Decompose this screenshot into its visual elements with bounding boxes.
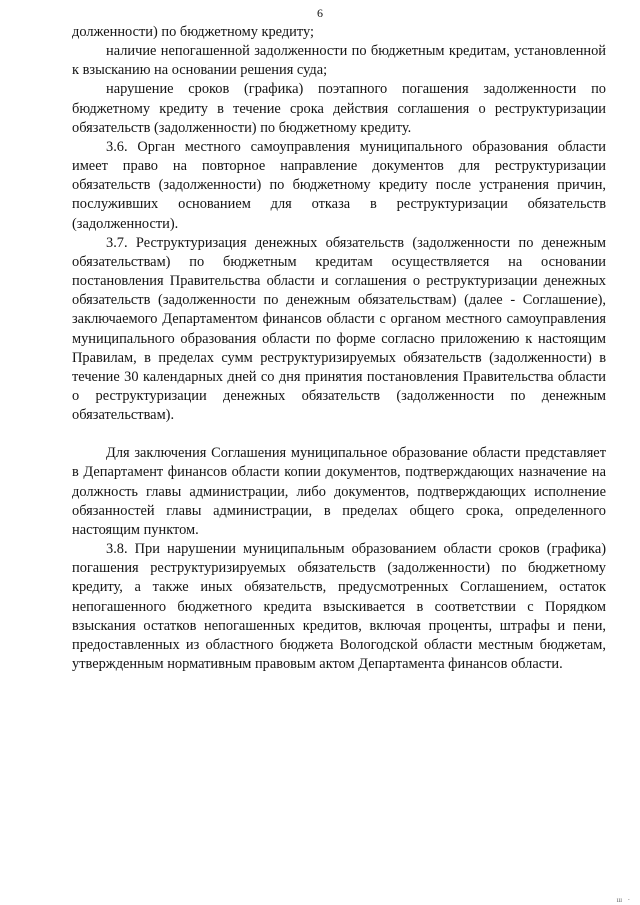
- document-body: [72, 23, 606, 674]
- paragraph-unpaid-debt: наличие непогашенной задолженности по бюджетным кредитам, установленной к взысканию на основании решения суда;: [72, 43, 606, 79]
- footer-marks: ш ‧: [616, 896, 632, 904]
- page-number: 6: [317, 6, 323, 20]
- paragraph-agreement-documents: Для заключения Соглашения муниципальное образование области представляет в Департамент финансов области копии документов, подтверждающих назначение на должность главы администрации, либо документов, подтверждающих исполнение обязанностей главы администрации, в пределах общего срока, определенного настоящим пунктом.: [72, 445, 606, 538]
- paragraph-3-7: 3.7. Реструктуризация денежных обязательств (задолженности по денежным обязательствам) по бюджетным кредитам осуществляется на основании постановления Правительства области и соглашения о реструктуризации денежных обязательств (задолженности по денежным обязательствам) (далее - Соглашение), заключаемого Департаментом финансов области с органом местного самоуправления муниципального образования области по форме согласно приложению к настоящим Правилам, в пределах сумм реструктуризируемых обязательств (задолженности) в течение 30 календарных дней со дня принятия постановления Правительства области о реструктуризации денежных обязательств (задолженности по денежным обязательствам).: [72, 234, 606, 424]
- paragraph-continuation: долженности) по бюджетному кредиту;: [72, 24, 314, 40]
- paragraph-schedule-violation: нарушение сроков (графика) поэтапного погашения задолженности по бюджетному кредиту в течение срока действия соглашения о реструктуризации обязательств (задолженности) по бюджетному кредиту.: [72, 81, 606, 136]
- paragraph-3-8: 3.8. При нарушении муниципальным образованием области сроков (графика) погашения реструктуризируемых обязательств (задолженности) по бюджетному кредиту, а также иных обязательств, предусмотренных Соглашением, остаток непогашенного бюджетного кредита взыскивается в соответствии с Порядком взыскания остатков непогашенных кредитов, включая проценты, штрафы и пени, предоставленных из областного бюджета Вологодской области местным бюджетам, утвержденным нормативным правовым актом Департамента финансов области.: [72, 541, 606, 672]
- paragraph-3-6: 3.6. Орган местного самоуправления муниципального образования области имеет право на повторное направление документов для реструктуризации обязательств (задолженности) по бюджетному кредиту после устранения причин, послуживших основанием для отказа в реструктуризации обязательств (задолженности).: [72, 138, 606, 232]
